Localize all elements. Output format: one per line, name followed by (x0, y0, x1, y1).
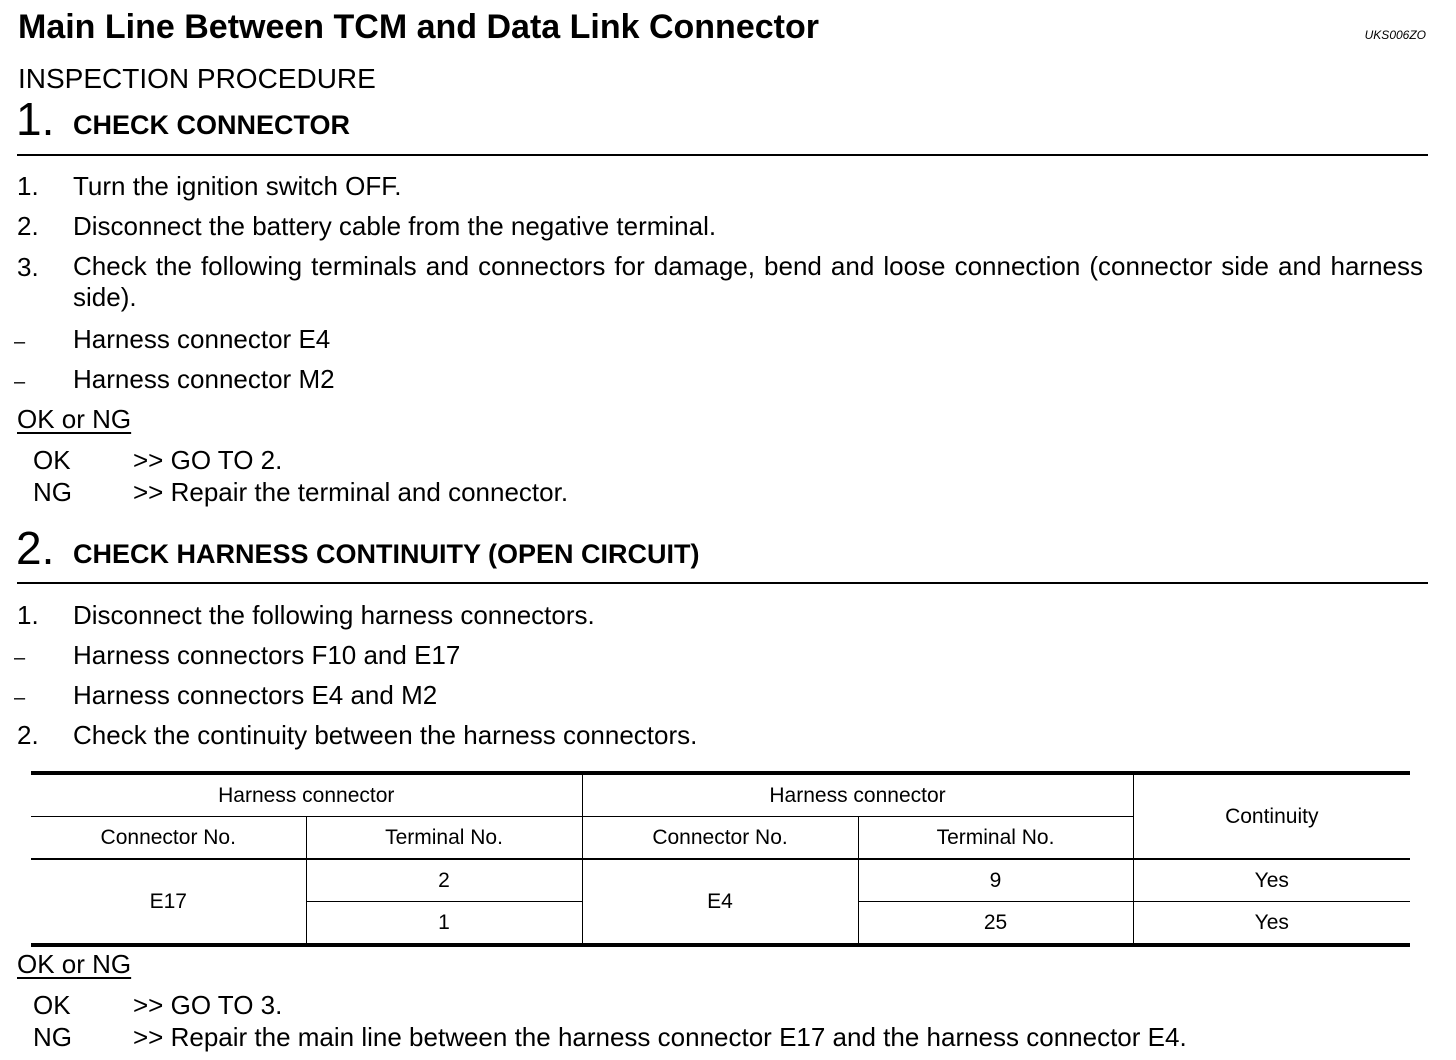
step-2-number: 2. (16, 522, 55, 574)
step-1-item-3-marker: 3. (17, 252, 39, 282)
step-2-item-4-text: Check the continuity between the harness connectors. (73, 720, 698, 750)
step-1-ok-key: OK (33, 445, 71, 475)
terminal-a-cell: 1 (306, 902, 582, 946)
step-2-ok-key: OK (33, 990, 71, 1020)
terminal-b-cell: 9 (858, 859, 1133, 902)
terminal-a-cell: 2 (306, 859, 582, 902)
step-1-item-3-text: Check the following terminals and connectors for damage, bend and loose connection (connector side and harness side). (73, 251, 1423, 312)
step-1-divider (17, 154, 1428, 156)
step-2-ng-key: NG (33, 1022, 72, 1052)
step-2-item-1-text: Disconnect the following harness connectors. (73, 600, 595, 630)
table-header-row (31, 773, 1410, 817)
continuity-header: Continuity (1133, 773, 1410, 859)
step-1-item-5-marker: – (14, 371, 26, 393)
step-1-item-1-marker: 1. (17, 171, 39, 201)
connector-b-cell: E4 (582, 859, 858, 945)
step-1-item-4-text: Harness connector E4 (73, 324, 331, 354)
step-1-item-4-marker: – (14, 331, 26, 353)
step-1-ng-action: >> Repair the terminal and connector. (133, 477, 569, 507)
terminal-no-header-b: Terminal No. (858, 817, 1133, 860)
continuity-cell: Yes (1133, 859, 1410, 902)
step-1-result-heading: OK or NG (17, 404, 132, 434)
step-2-item-4-marker: 2. (17, 720, 39, 750)
connector-no-header-b: Connector No. (582, 817, 858, 860)
step-2-item-1-marker: 1. (17, 600, 39, 630)
step-2-item-2-marker: – (14, 647, 26, 669)
step-2-item-2-text: Harness connectors F10 and E17 (73, 640, 461, 670)
document-code: UKS006ZO (1364, 28, 1426, 42)
harness-connector-header-b: Harness connector (582, 773, 1133, 817)
step-2-result-heading: OK or NG (17, 949, 132, 979)
harness-connector-header-a: Harness connector (31, 773, 582, 817)
step-1-item-2-text: Disconnect the battery cable from the negative terminal. (73, 211, 717, 241)
page-title: Main Line Between TCM and Data Link Connector (18, 8, 819, 46)
terminal-b-cell: 25 (858, 902, 1133, 946)
step-2-ng-action: >> Repair the main line between the harness connector E17 and the harness connector E4. (133, 1022, 1187, 1052)
step-2-item-3-text: Harness connectors E4 and M2 (73, 680, 438, 710)
step-2-item-3-marker: – (14, 687, 26, 709)
terminal-no-header-a: Terminal No. (306, 817, 582, 860)
inspection-procedure-heading: INSPECTION PROCEDURE (18, 63, 376, 94)
step-1-ng-key: NG (33, 477, 72, 507)
step-2-divider (17, 582, 1428, 584)
step-1-title: CHECK CONNECTOR (73, 110, 351, 140)
step-1-number: 1. (16, 93, 55, 145)
step-2-ok-action: >> GO TO 3. (133, 990, 283, 1020)
step-2-title: CHECK HARNESS CONTINUITY (OPEN CIRCUIT) (73, 539, 700, 569)
step-1-item-5-text: Harness connector M2 (73, 364, 335, 394)
step-1-ok-action: >> GO TO 2. (133, 445, 283, 475)
step-1-item-2-marker: 2. (17, 211, 39, 241)
continuity-table (31, 771, 1410, 947)
connector-no-header-a: Connector No. (31, 817, 306, 860)
step-1-item-1-text: Turn the ignition switch OFF. (73, 171, 402, 201)
continuity-cell: Yes (1133, 902, 1410, 946)
table-row (31, 859, 1410, 902)
connector-a-cell: E17 (31, 859, 306, 945)
